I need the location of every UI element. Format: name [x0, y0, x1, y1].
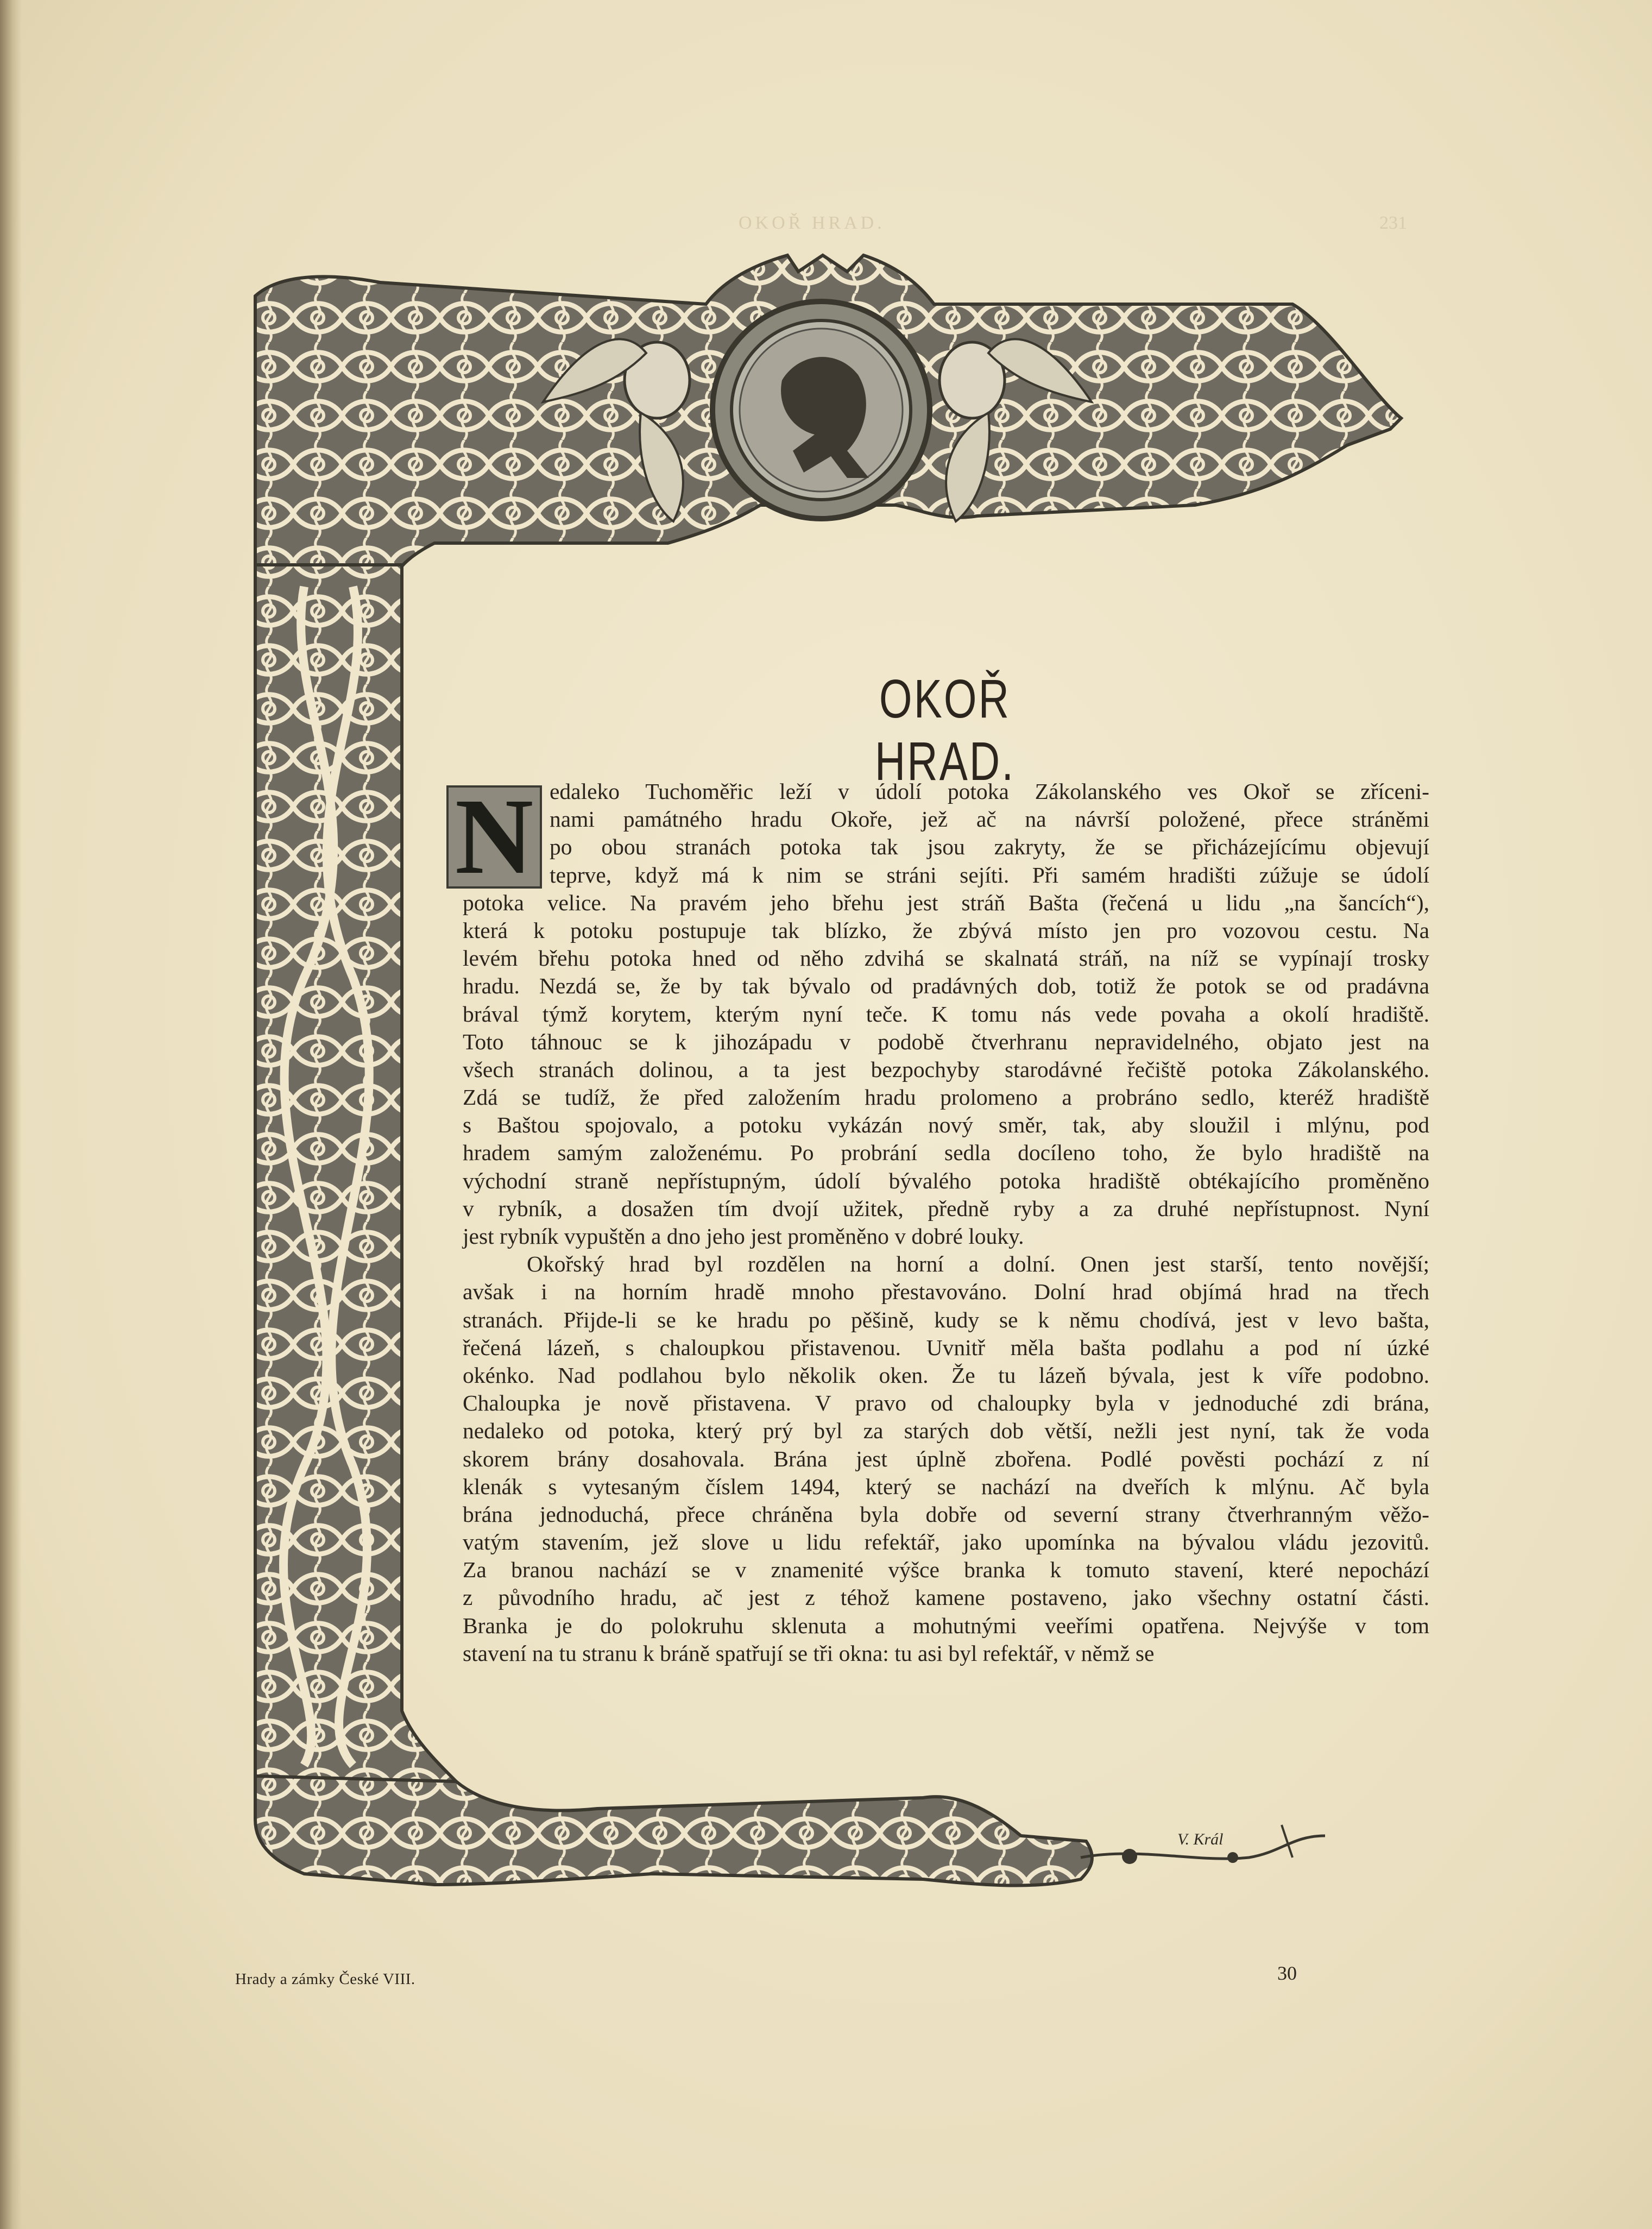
coat-of-arms-medallion	[712, 301, 930, 519]
chapter-title: OKOŘ HRAD.	[874, 669, 1016, 792]
text-line: klenák s vytesaným číslem 1494, který se nachází na dveřích k mlýnu. Ač byla	[463, 1474, 1429, 1499]
text-line: stavení na tu stranu k bráně spatřují se tři okna: tu asi byl refektář, v němž se	[463, 1640, 1155, 1666]
text-line: všech stranách dolinou, a ta jest bezpochyby starodávné řečiště potoka Zákolanského.	[463, 1056, 1429, 1082]
footer-page-number: 30	[1277, 1962, 1297, 1984]
text-line: která k potoku postupuje tak blízko, že zbývá místo jen pro vozovou cestu. Na	[463, 917, 1429, 943]
text-line: nedaleko od potoka, který prý byl za starých dob větší, nežli jest nyní, tak že voda	[463, 1418, 1429, 1444]
text-line: hradem samým založenému. Po probrání sedla docíleno toho, že bylo hradiště na	[463, 1140, 1429, 1166]
text-line: levém břehu potoka hned od něho zdvihá se skalnatá stráň, na níž se vypínají trosky	[463, 946, 1429, 971]
text-line: avšak i na horním hradě mnoho přestavováno. Dolní hrad objímá hrad na třech	[463, 1279, 1429, 1305]
text-line: potoka velice. Na pravém jeho břehu jest stráň Bašta (řečená u lidu „na šancích“),	[463, 890, 1429, 915]
text-line: brána jednoduchá, přece chráněna byla dobře od severní strany čtverhranným věžo-	[463, 1501, 1429, 1527]
text-line: řečená lázeň, s chaloupkou přistavenou. Uvnitř měla bašta podlahu a pod ní úzké	[463, 1334, 1429, 1360]
text-line: Okořský hrad byl rozdělen na horní a dolní. Onen jest starší, tento novější;	[527, 1251, 1429, 1277]
text-line: Chaloupka je nově přistavena. V pravo od chaloupky byla v jednoduché zdi brána,	[463, 1390, 1429, 1416]
text-line: brával týmž korytem, kterým nyní teče. K tomu nás vede povaha a okolí hradiště.	[463, 1001, 1429, 1027]
text-line: hradu. Nezdá se, že by tak bývalo od pradávných dob, totiž že potok se od pradávna	[463, 973, 1429, 999]
bleed-through-header: OKOŘ HRAD.	[739, 213, 885, 233]
text-line: z původního hradu, ač jest z téhož kamene postaveno, jako všechny ostatní části.	[463, 1585, 1429, 1610]
text-line: po obou stranách potoka tak jsou zakryty, že se přicházejícímu objevují	[550, 834, 1429, 860]
text-line: stranách. Přijde-li se ke hradu po pěšině, kudy se k němu chodívá, jest v levo bašta,	[463, 1307, 1429, 1332]
text-line: vatým stavením, jež slove u lidu refektář, jako upomínka na bývalou vládu jezovitů.	[463, 1529, 1429, 1555]
text-line: východní straně nepřístupným, údolí bývalého potoka hradiště obtékajícího proměněno	[463, 1168, 1429, 1193]
body-text	[463, 778, 1429, 1667]
text-line: jest rybník vypuštěn a dno jeho jest proměněno v dobré louky.	[463, 1224, 1024, 1249]
text-line: s Baštou spojovalo, a potoku vykázán nový směr, tak, aby sloužil i mlýnu, pod	[463, 1112, 1429, 1138]
footer-publication-title: Hrady a zámky České VIII.	[235, 1970, 415, 1988]
text-line: Za branou nachází se v znamenité výšce branka k tomuto stavení, které nepochází	[463, 1557, 1429, 1583]
text-line: skorem brány dosahovala. Brána jest úplně zbořena. Podlé pověsti pochází z ní	[463, 1446, 1429, 1471]
text-line: v rybník, a dosažen tím dvojí užitek, předně ryby a za druhé nepřístupnost. Nyní	[463, 1195, 1429, 1221]
text-line: teprve, když má k nim se stráni sejíti. Při samém hradišti zúžuje se údolí	[550, 862, 1429, 887]
text-line: okénko. Nad podlahou bylo několik oken. Že tu lázeň bývala, jest k víře podobno.	[463, 1362, 1429, 1388]
text-line: nami památného hradu Okoře, jež ač na návrší položené, přece stráněmi	[550, 807, 1429, 832]
bleed-through-page-number: 231	[1379, 213, 1407, 233]
bottom-ornament-band	[255, 1776, 1092, 1886]
text-line: edaleko Tuchoměřic leží v údolí potoka Zákolanského ves Okoř se zříceni-	[550, 779, 1429, 804]
text-line: Branka je do polokruhu sklenuta a mohutnými veeřími opatřena. Nejvýše v tom	[463, 1613, 1429, 1638]
drop-cap-letter: N	[455, 777, 534, 897]
text-line: Toto táhnouc se k jihozápadu v podobě čtverhranu nepravidelného, objato jest na	[463, 1029, 1429, 1054]
text-line: Zdá se tudíž, že před založením hradu prolomeno a probráno sedlo, kteréž hradiště	[463, 1085, 1429, 1110]
engraver-signature: V. Král	[1177, 1830, 1224, 1848]
